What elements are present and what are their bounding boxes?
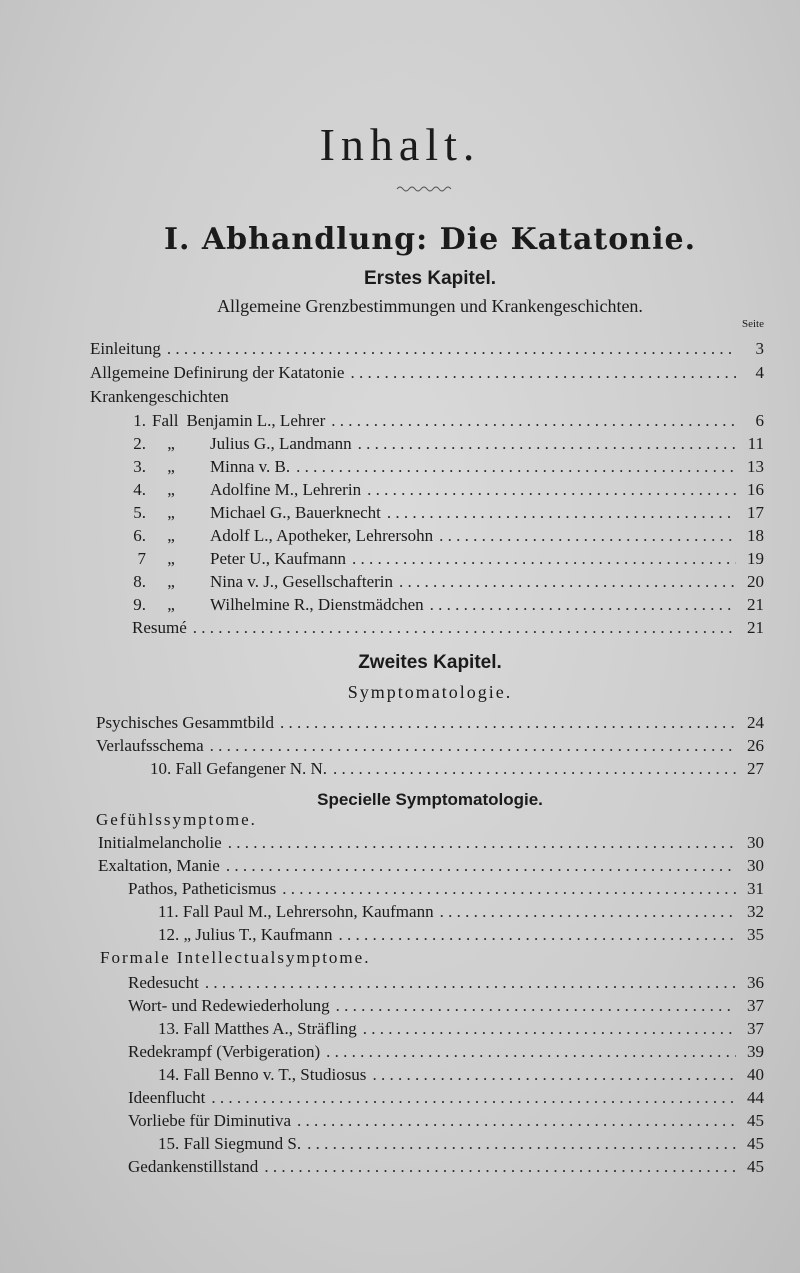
chapter1-heading: Erstes Kapitel.: [364, 268, 496, 289]
toc-entry: Krankengeschichten: [90, 387, 229, 406]
chapter1-subtitle: Allgemeine Grenzbestimmungen und Krankengeschichten.: [217, 296, 643, 316]
toc-entry: Exaltation, Manie . . . 30: [98, 855, 764, 877]
case-entry: 5. „ Michael G., Bauerknecht . . . 17: [118, 502, 764, 524]
toc-entry: Allgemeine Definirung der Katatonie . . . 4: [90, 362, 764, 384]
toc-entry: Verlaufsschema . . . 26: [96, 735, 764, 757]
case-entry: 7 „ Peter U., Kaufmann . . . 19: [118, 548, 764, 570]
special-symptomatology-heading: Specielle Symptomatologie.: [317, 790, 543, 809]
case-entry: 6. „ Adolf L., Apotheker, Lehrersohn . . . 18: [118, 525, 764, 547]
case-entry: 11. Fall Paul M., Lehrersohn, Kaufmann . . . 32: [158, 901, 764, 923]
section-label: Formale Intellectualsymptome.: [100, 948, 371, 967]
toc-entry: Gedankenstillstand . . . 45: [128, 1156, 764, 1178]
case-entry: 13. Fall Matthes A., Sträfling . . . 37: [158, 1018, 764, 1040]
case-entry: 2. „ Julius G., Landmann . . . 11: [118, 433, 764, 455]
part-heading: I. Abhandlung: Die Katatonie.: [163, 222, 697, 257]
toc-entry: Psychisches Gesammtbild . . . 24: [96, 712, 764, 734]
page-title: Inhalt.: [319, 119, 481, 170]
toc-entry: Initialmelancholie . . . 30: [98, 832, 764, 854]
toc-entry: Redesucht . . . 36: [128, 972, 764, 994]
chapter2-heading: Zweites Kapitel.: [358, 652, 502, 673]
case-entry: 9. „ Wilhelmine R., Dienstmädchen . . . 21: [118, 594, 764, 616]
toc-entry: Ideenflucht . . . 44: [128, 1087, 764, 1109]
case-entry: 3. „ Minna v. B. . . . 13: [118, 456, 764, 478]
case-entry: 15. Fall Siegmund S. . . . 45: [158, 1133, 764, 1155]
case-entry: 1. Fall Benjamin L., Lehrer . . . 6: [118, 410, 764, 432]
case-entry: 8. „ Nina v. J., Gesellschafterin . . . 20: [118, 571, 764, 593]
section-label: Gefühlssymptome.: [96, 810, 257, 829]
toc-entry: Resumé . . . 21: [132, 617, 764, 639]
case-entry: 10. Fall Gefangener N. N. . . . 27: [150, 758, 764, 780]
toc-entry: Einleitung . . . 3: [90, 338, 764, 360]
case-entry: 12. „ Julius T., Kaufmann . . . 35: [158, 924, 764, 946]
toc-entry: Pathos, Patheticismus . . . 31: [128, 878, 764, 900]
seite-label: Seite: [742, 318, 764, 330]
chapter2-subtitle: Symptomatologie.: [347, 682, 513, 702]
toc-entry: Vorliebe für Diminutiva . . . 45: [128, 1110, 764, 1132]
case-entry: 14. Fall Benno v. T., Studiosus . . . 40: [158, 1064, 764, 1086]
case-entry: 4. „ Adolfine M., Lehrerin . . . 16: [118, 479, 764, 501]
toc-entry: Wort- und Redewiederholung . . . 37: [128, 995, 764, 1017]
ornament-divider: [395, 183, 455, 195]
toc-entry: Redekrampf (Verbigeration) . . . 39: [128, 1041, 764, 1063]
